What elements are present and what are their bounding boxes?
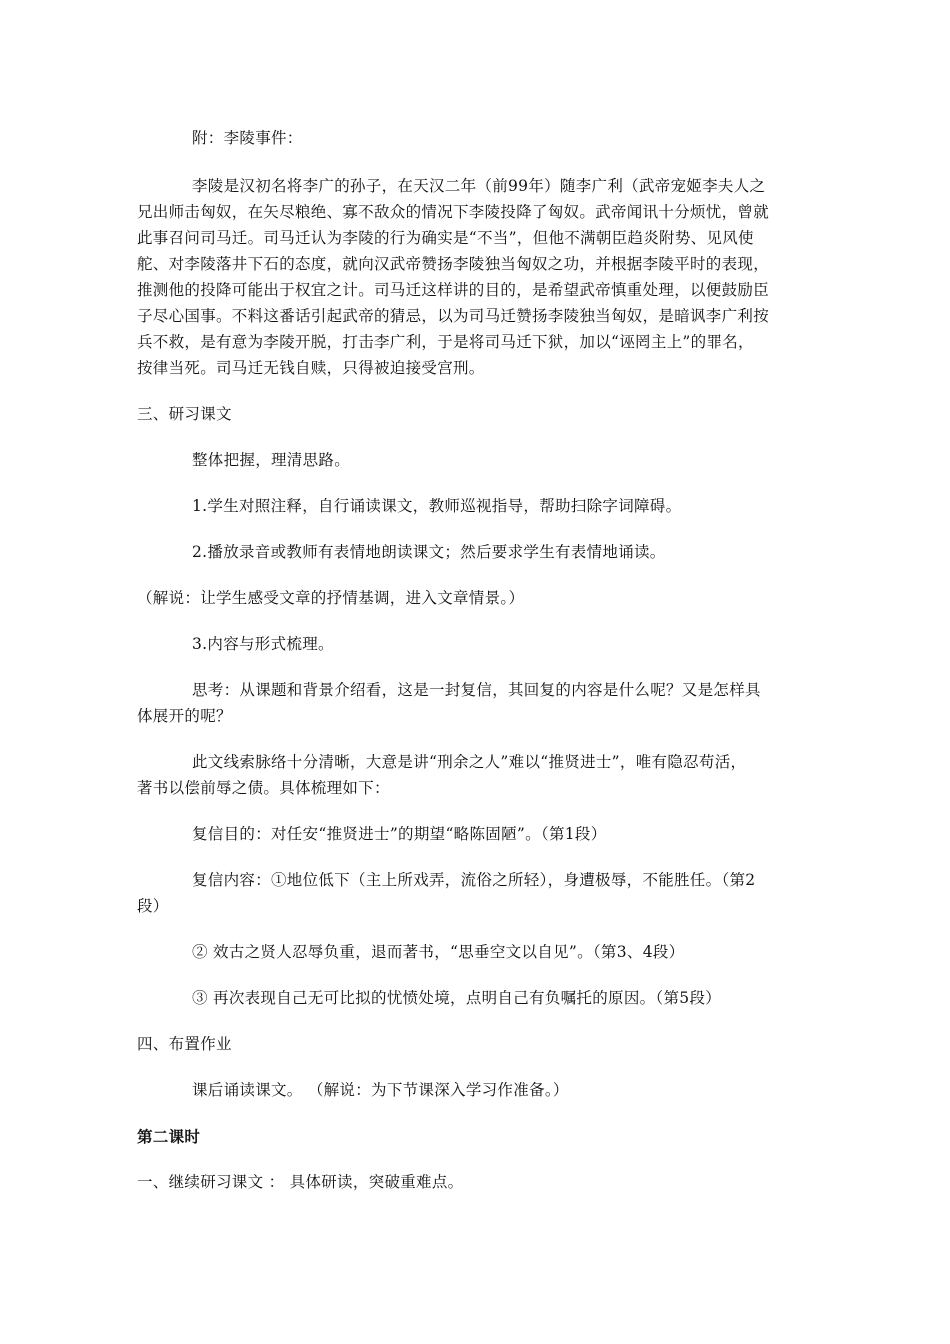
reply-content-line: 复信内容：①地位低下（主上所戏弄，流俗之所轻），身遭极辱，不能胜任。（第2	[192, 871, 756, 889]
overview-text: 整体把握，理清思路。	[192, 451, 351, 469]
lesson-2-heading: 第二课时	[137, 1127, 201, 1146]
paragraph-line: 此事召问司马迁。司马迁认为李陵的行为确实是“不当”，但他不满朝臣趋炎附势、见风使	[137, 229, 754, 247]
paragraph-line: 兄出师击匈奴，在矢尽粮绝、寡不敌众的情况下李陵投降了匈奴。武帝闻讯十分烦忧，曾就	[137, 203, 770, 221]
homework-text: 课后诵读课文。 （解说：为下节课深入学习作准备。）	[192, 1081, 569, 1099]
paragraph-line: 李陵是汉初名将李广的孙子，在天汉二年（前99年）随李广利（武帝宠姬李夫人之	[192, 177, 766, 195]
think-question-line: 思考：从课题和背景介绍看，这是一封复信，其回复的内容是什么呢？又是怎样具	[192, 681, 761, 699]
step-2: 2.播放录音或教师有表情地朗读课文；然后要求学生有表情地诵读。	[192, 543, 666, 561]
paragraph-line: 推测他的投降可能出于权宜之计。司马迁这样讲的目的，是希望武帝慎重处理，以便鼓励臣	[137, 281, 770, 299]
appendix-title: 附：李陵事件：	[192, 129, 303, 147]
note-explanation: （解说：让学生感受文章的抒情基调，进入文章情景。）	[137, 589, 525, 607]
paragraph-line: 舵、对李陵落井下石的态度，就向汉武帝赞扬李陵独当匈奴之功，并根据李陵平时的表现，	[137, 255, 770, 273]
paragraph-line: 兵不救，是有意为李陵开脱，打击李广利，于是将司马迁下狱，加以“诬罔主上”的罪名，	[137, 333, 754, 351]
paragraph-line: 子尽心国事。不料这番话引起武帝的猜忌，以为司马迁赞扬李陵独当匈奴，是暗讽李广利按	[137, 307, 770, 325]
step-1: 1.学生对照注释，自行诵读课文，教师巡视指导，帮助扫除字词障碍。	[192, 497, 682, 515]
step-3: 3.内容与形式梳理。	[192, 635, 334, 653]
reply-content-3: ③ 再次表现自己无可比拟的忧愤处境，点明自己有负嘱托的原因。（第5段）	[192, 989, 722, 1007]
clue-line: 著书以偿前辱之债。具体梳理如下：	[137, 779, 390, 797]
paragraph-line: 按律当死。司马迁无钱自赎，只得被迫接受宫刑。	[137, 359, 485, 377]
clue-line: 此文线索脉络十分清晰，大意是讲“刑余之人”难以“推贤进士”，唯有隐忍苟活，	[192, 753, 747, 771]
reply-content-2: ② 效古之贤人忍辱负重，退而著书，“思垂空文以自见”。（第3、4段）	[192, 943, 685, 961]
reply-content-line: 段）	[137, 897, 169, 915]
think-question-line: 体展开的呢？	[137, 707, 232, 725]
section-heading-study: 三、研习课文	[137, 405, 232, 423]
lesson-2-item-1: 一、继续研习课文 ： 具体研读，突破重难点。	[137, 1173, 464, 1191]
section-heading-homework: 四、布置作业	[137, 1035, 232, 1053]
reply-purpose: 复信目的：对任安“推贤进士”的期望“略陈固陋”。（第1段）	[192, 825, 607, 843]
